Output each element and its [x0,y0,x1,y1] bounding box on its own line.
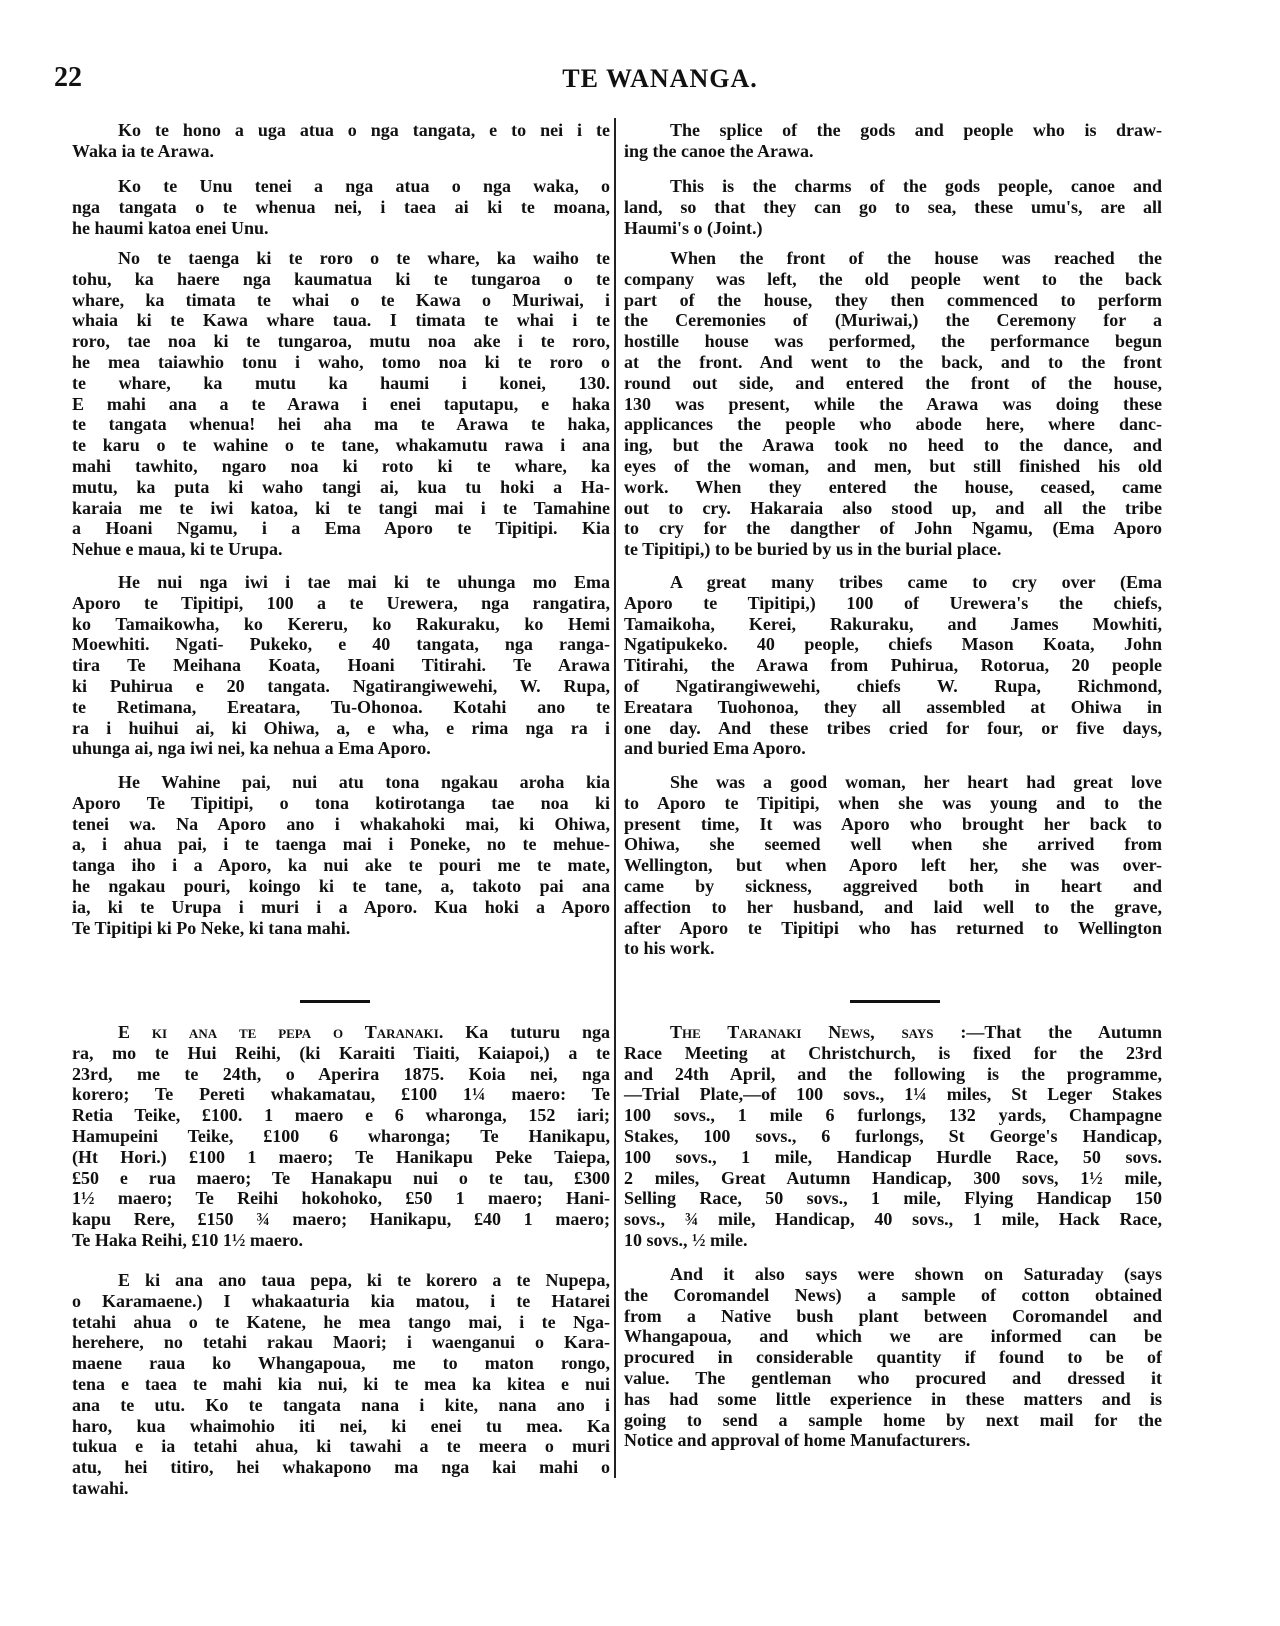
text-line: a Hoani Ngamu, i a Ema Aporo te Tipitipi. Kia [72,518,610,539]
text-line: Ereatara Tuohonoa, they all assembled at Ohiwa in [624,696,1162,717]
text-line: the Coromandel News) a sample of cotton obtained [624,1284,1162,1305]
text-line: tawahi. [72,1477,129,1498]
text-line: 1½ maero; Te Reihi hokohoko, £50 1 maero; Hani- [72,1188,610,1209]
maori-paragraph [72,176,610,238]
text-line: A great many tribes came to cry over (Ema [670,572,1162,592]
text-line: Te Tipitipi ki Po Neke, ki tana mahi. [72,917,351,938]
text-line: Haumi's o (Joint.) [624,217,763,238]
text-line: a, i ahua pai, i te taenga mai i Poneke, no te mehue- [72,834,610,855]
text-line: Retia Teike, £100. 1 maero e 6 wharonga, 152 iari; [72,1105,610,1126]
text-line: mutu, ka puta ki waho tangi ai, kua tu hoki a Ha- [72,476,610,497]
text-line: £50 e rua maero; Te Hanakapu nui o te tau, £300 [72,1167,610,1188]
text-line: o Karamaene.) I whakaaturia kia matou, i te Hatarei [72,1290,610,1311]
english-paragraph [624,1022,1162,1251]
text-line: roro, tae noa ki te tungaroa, mutu noa ake i te roro, [72,331,610,352]
text-line: tetahi ahua o te Katene, he mea tango mai, i te Nga- [72,1311,610,1332]
text-line: And it also says were shown on Saturaday (says [670,1264,1162,1284]
text-line: Ko te Unu tenei a nga atua o nga waka, o [118,176,610,196]
text-line: the Ceremonies of (Muriwai,) the Ceremony for a [624,310,1162,331]
text-line: He Wahine pai, nui atu tona ngakau aroha kia [118,772,610,792]
text-line: Wellington, but when Aporo left her, she was over- [624,855,1162,876]
text-line: te Retimana, Ereatara, Tu-Ohonoa. Kotahi ano te [72,696,610,717]
text-line: (Ht Hori.) £100 1 maero; Te Hanikapu Peke Taiepa, [72,1146,610,1167]
text-line: ia, ki te Urupa i muri i a Aporo. Kua hoki a Aporo [72,896,610,917]
text-line: work. When they entered the house, ceased, came [624,476,1162,497]
text-line: te Tipitipi,) to be buried by us in the burial place. [624,539,1002,560]
text-line: Titirahi, the Arawa from Puhirua, Rotorua, 20 people [624,655,1162,676]
text-line: Selling Race, 50 sovs., 1 mile, Flying Handicap 150 [624,1188,1162,1209]
text-line: Aporo te Tipitipi, 100 a te Urewera, nga rangatira, [72,592,610,613]
section-lead: The Taranaki News, says [670,1022,934,1042]
text-line: eyes of the woman, and men, but still finished his old [624,455,1162,476]
column-divider [614,118,616,1478]
text-line: whaia ki te Kawa whare taua. I timata te whai i te [72,310,610,331]
text-line: he haumi katoa enei Unu. [72,217,269,238]
maori-paragraph [72,248,610,560]
text-line: te whare, ka mutu ka haumi i konei, 130. [72,372,610,393]
text-line: company was left, the old people went to the back [624,268,1162,289]
text-line: applicances the people who abode here, where danc- [624,414,1162,435]
text-line: 100 sovs., 1 mile 6 furlongs, 132 yards, Champagne [624,1105,1162,1126]
text-line: present time, It was Aporo who brought her back to [624,813,1162,834]
text-line: ing the canoe the Arawa. [624,140,814,161]
text-line: herehere, no tetahi rakau Maori; i waenganui o Kara- [72,1332,610,1353]
text-line: He nui nga iwi i tae mai ki te uhunga mo Ema [118,572,610,592]
text-line [624,1022,1162,1043]
text-line: Nehue e maua, ki te Urupa. [72,539,283,560]
text-line: at the front. And went to the back, and to the front [624,351,1162,372]
text-line: part of the house, they then commenced to perform [624,289,1162,310]
text-line: of Ngatirangiwewehi, chiefs W. Rupa, Richmond, [624,675,1162,696]
page-title: TE WANANGA. [562,64,758,93]
text-line-rest: :—That the Autumn [960,1022,1162,1042]
text-line: This is the charms of the gods people, canoe and [670,176,1162,196]
maori-paragraph [72,1270,610,1499]
text-line: haro, kua whaimohio iti nei, ki enei tu mea. Ka [72,1415,610,1436]
text-line: from a Native bush plant between Coromandel and [624,1305,1162,1326]
text-line: Aporo te Tipitipi,) 100 of Urewera's the chiefs, [624,592,1162,613]
text-line: and buried Ema Aporo. [624,738,806,759]
text-line: E ki ana ano taua pepa, ki te korero a te Nupepa, [118,1270,610,1290]
text-line: Te Haka Reihi, £10 1½ maero. [72,1229,304,1250]
text-line: he mea taiawhio tonu i waho, tomo noa ki te roro o [72,351,610,372]
text-line: and 24th April, and the following is the programme, [624,1063,1162,1084]
text-line: procured in considerable quantity if found to be of [624,1347,1162,1368]
maori-paragraph [72,1022,610,1251]
text-line: came by sickness, aggreived both in heart and [624,875,1162,896]
text-line: te karu o te wahine o te tane, whakamutu rawa i ana [72,435,610,456]
english-paragraph [624,248,1162,560]
text-line: te tangata whenua! hei aha ma te Arawa te haka, [72,414,610,435]
text-line: Whangapoua, and which we are informed can be [624,1326,1162,1347]
english-paragraph [624,772,1162,959]
text-line: ing, but the Arawa took no heed to the dance, and [624,435,1162,456]
text-line: hostille house was performed, the performance begun [624,331,1162,352]
text-line: he ngakau pouri, koingo ki te tane, a, takoto pai ana [72,875,610,896]
english-paragraph [624,120,1162,162]
text-line: Stakes, 100 sovs., 6 furlongs, St George's Handicap, [624,1125,1162,1146]
text-line: to cry for the dangther of John Ngamu, (Ema Aporo [624,518,1162,539]
text-line: Aporo Te Tipitipi, o tona kotirotanga tae noa ki [72,792,610,813]
text-line: whare, ka timata te whai o te Kawa o Muriwai, i [72,289,610,310]
text-line: has had some little experience in these matters and is [624,1388,1162,1409]
text-line: out to cry. Hakaraia also stood up, and all the tribe [624,497,1162,518]
text-line: Ko te hono a uga atua o nga tangata, e to nei i te [118,120,610,140]
text-line: tena e taea te mahi kia nui, ki te mea ka kitea e nui [72,1373,610,1394]
maori-paragraph [72,120,610,162]
text-line: tenei wa. Na Aporo ano i whakahoki mai, ki Ohiwa, [72,813,610,834]
text-line: atu, hei titiro, hei whakapono ma nga kai mahi o [72,1457,610,1478]
text-line: kapu Rere, £150 ¾ maero; Hanikapu, £40 1 maero; [72,1209,610,1230]
text-line: affection to her husband, and laid well to the grave, [624,896,1162,917]
section-rule-left [300,1000,370,1003]
text-line: —Trial Plate,—of 100 sovs., 1¼ miles, St Leger Stakes [624,1084,1162,1105]
text-line: No te taenga ki te roro o te whare, ka waiho te [118,248,610,268]
text-line: She was a good woman, her heart had great love [670,772,1162,792]
text-line: Notice and approval of home Manufacturers. [624,1430,971,1451]
text-line: maene raua ko Whangapoua, me to maton rongo, [72,1353,610,1374]
text-line: 2 miles, Great Autumn Handicap, 300 sovs, 1½ mile, [624,1167,1162,1188]
text-line: When the front of the house was reached the [670,248,1162,268]
text-line: tukua e ia tetahi ahua, ki tawahi a te meera o muri [72,1436,610,1457]
text-line: one day. And these tribes cried for four, or five days, [624,717,1162,738]
text-line: ana te utu. Ko te tangata nana i kite, nana ano i [72,1394,610,1415]
maori-paragraph [72,772,610,938]
text-line: tira Te Meihana Koata, Hoani Titirahi. Te Arawa [72,655,610,676]
text-line: mahi tawhito, ngaro noa ki roto ki te whare, ka [72,455,610,476]
text-line: going to send a sample home by next mail for the [624,1409,1162,1430]
english-paragraph [624,572,1162,759]
text-line: after Aporo te Tipitipi who has returned to Wellington [624,917,1162,938]
text-line: nga tangata o te whenua nei, i taea ai ki te moana, [72,196,610,217]
text-line: The splice of the gods and people who is draw- [670,120,1162,140]
text-line: to Aporo te Tipitipi, when she was young and to the [624,792,1162,813]
text-line: Tamaikoha, Kerei, Rakuraku, and James Mowhiti, [624,613,1162,634]
text-line: tanga iho i a Aporo, ka nui ake te pouri me te mate, [72,855,610,876]
text-line: Hamupeini Teike, £100 6 wharonga; Te Hanikapu, [72,1125,610,1146]
text-line: ko Tamaikowha, ko Kereru, ko Rakuraku, ko Hemi [72,613,610,634]
text-line: E mahi ana a te Arawa i enei taputapu, e haka [72,393,610,414]
text-line: value. The gentleman who procured and dressed it [624,1367,1162,1388]
text-line: ki Puhirua e 20 tangata. Ngatirangiwewehi, W. Rupa, [72,675,610,696]
section-lead: E ki ana te pepa o Taranaki. [118,1022,444,1042]
text-line: karaia me te iwi katoa, ki te tangi mai i te Tamahine [72,497,610,518]
text-line: 100 sovs., 1 mile, Handicap Hurdle Race, 50 sovs. [624,1146,1162,1167]
text-line-rest: Ka tuturu nga [465,1022,610,1042]
text-line: Moewhiti. Ngati- Pukeko, e 40 tangata, nga ranga- [72,634,610,655]
text-line: Ohiwa, she seemed well when she arrived from [624,834,1162,855]
text-line: 10 sovs., ½ mile. [624,1229,748,1250]
maori-paragraph [72,572,610,759]
text-line: to his work. [624,938,715,959]
text-line: land, so that they can go to sea, these umu's, are all [624,196,1162,217]
text-line: ra i huihui ai, ki Ohiwa, a, e wha, e rima nga ra i [72,717,610,738]
text-line [72,1022,610,1043]
text-line: 23rd, me te 24th, o Aperira 1875. Koia nei, nga [72,1063,610,1084]
text-line: korero; Te Pereti whakamatau, £100 1¼ maero: Te [72,1084,610,1105]
text-line: tohu, ka haere nga kaumatua ki te tungaroa o te [72,268,610,289]
page-number: 22 [54,62,82,93]
text-line: Waka ia te Arawa. [72,140,214,161]
text-line: sovs., ¾ mile, Handicap, 40 sovs., 1 mile, Hack Race, [624,1209,1162,1230]
section-rule-right [850,1000,940,1003]
text-line: round out side, and entered the front of the house, [624,372,1162,393]
text-line: uhunga ai, nga iwi nei, ka nehua a Ema Aporo. [72,738,431,759]
text-line: ra, mo te Hui Reihi, (ki Karaiti Tiaiti, Kaiapoi,) a te [72,1042,610,1063]
english-paragraph [624,1264,1162,1451]
english-paragraph [624,176,1162,238]
text-line: 130 was present, while the Arawa was doing these [624,393,1162,414]
text-line: Ngatipukeko. 40 people, chiefs Mason Koata, John [624,634,1162,655]
text-line: Race Meeting at Christchurch, is fixed for the 23rd [624,1042,1162,1063]
